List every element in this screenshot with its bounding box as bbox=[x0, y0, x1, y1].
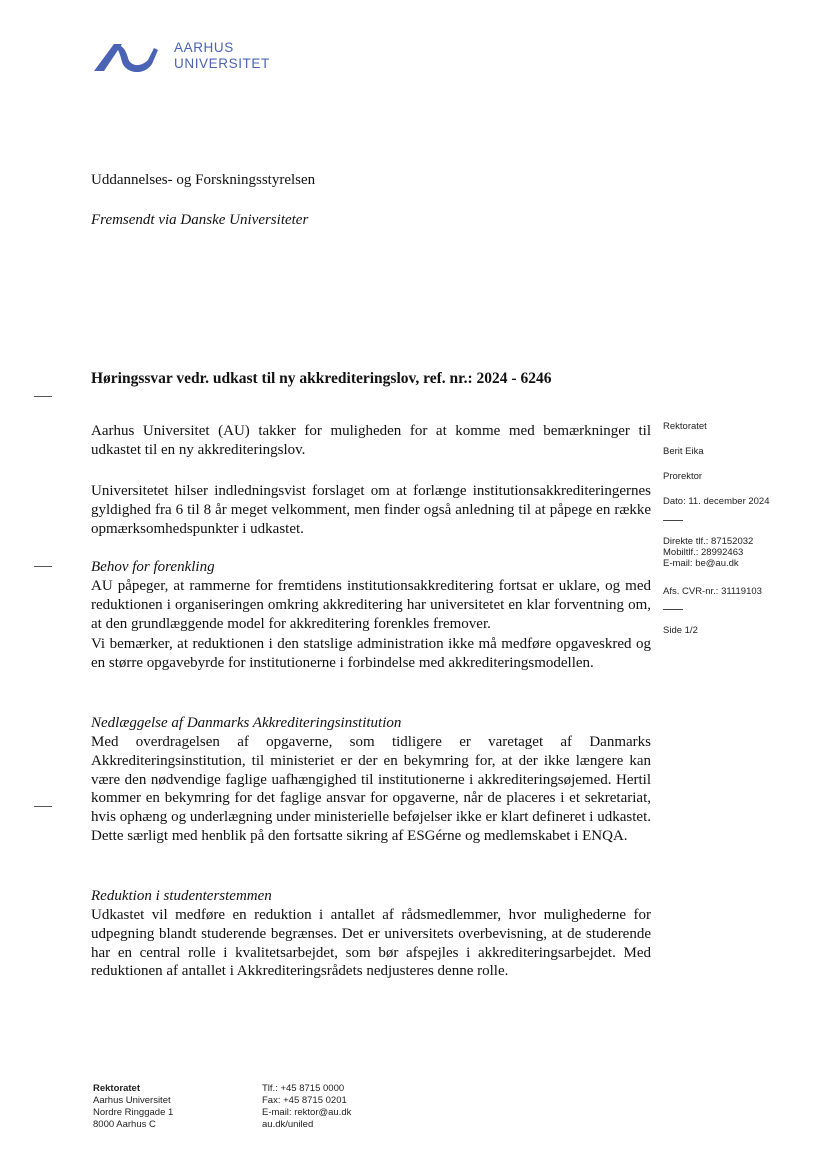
section-3-paragraph-1: Udkastet vil medføre en reduktion i antallet af rådsmedlemmer, hvor mulighederne for udpegning blandt studerende begrænses. Det er universitets overbevisning, at de studerende har en central rolle i kvalitetsarbejdet, som bør afspejles i akkrediteringsarbejdet. Med reduktionen af antallet i Akkrediteringsrådets nedjusteres denne rolle. bbox=[91, 907, 651, 980]
footer-contact bbox=[262, 1083, 351, 1131]
sidebar-mobile: Mobiltlf.: 28992463 bbox=[663, 547, 744, 558]
sidebar-date: Dato: 11. december 2024 bbox=[663, 496, 770, 507]
fold-mark bbox=[34, 566, 52, 567]
sidebar-cvr: Afs. CVR-nr.: 31119103 bbox=[663, 586, 762, 597]
section-heading-students: Reduktion i studenterstemmen bbox=[91, 888, 272, 904]
footer-department: Rektoratet bbox=[93, 1083, 140, 1094]
sidebar-divider bbox=[663, 609, 683, 610]
sidebar-title: Prorektor bbox=[663, 471, 703, 482]
section-1-paragraph-1: AU påpeger, at rammerne for fremtidens institutionsakkreditering fortsat er uklare, og med reduktionen i organiseringen omkring akkreditering har universitetet en klar forventning om, at den grundlæggende model for akkreditering forenkles fremover. bbox=[91, 578, 651, 632]
recipient: Uddannelses- og Forskningsstyrelsen bbox=[91, 172, 316, 188]
footer-web: au.dk/uniled bbox=[262, 1119, 314, 1130]
sidebar-name: Berit Eika bbox=[663, 446, 704, 457]
body-paragraph-1: Aarhus Universitet (AU) takker for muligheden for at komme med bemærkninger til udkastet til en ny akkrediteringslov. bbox=[91, 423, 651, 458]
sidebar-divider bbox=[663, 520, 683, 521]
subject-line: Høringssvar vedr. udkast til ny akkrediteringslov, ref. nr.: 2024 - 6246 bbox=[91, 370, 552, 387]
body-paragraph-2: Universitetet hilser indledningsvist forslaget om at forlænge institutionsakkrediteringernes gyldighed fra 6 til 8 år meget velkomment, men finder også anledning til at påpege en række opmærksomhedspunkter i udkastet. bbox=[91, 483, 651, 537]
footer-address-line: 8000 Aarhus C bbox=[93, 1119, 156, 1130]
section-heading-institution: Nedlæggelse af Danmarks Akkrediteringsinstitution bbox=[91, 715, 402, 731]
section-1-paragraph-2: Vi bemærker, at reduktionen i den statslige administration ikke må medføre opgaveskred og en større opgavebyrde for institutionerne i forbindelse med akkrediteringsmodellen. bbox=[91, 636, 651, 671]
sidebar-department: Rektoratet bbox=[663, 421, 707, 432]
footer-email: E-mail: rektor@au.dk bbox=[262, 1107, 352, 1118]
logo-text-line2: UNIVERSITET bbox=[174, 56, 270, 71]
sidebar-phone: Direkte tlf.: 87152032 bbox=[663, 536, 754, 547]
fold-mark bbox=[34, 396, 52, 397]
sidebar-email: E-mail: be@au.dk bbox=[663, 558, 739, 569]
delivery-note: Fremsendt via Danske Universiteter bbox=[91, 212, 309, 228]
section-heading-simplification: Behov for forenkling bbox=[91, 559, 215, 575]
footer-address bbox=[93, 1083, 173, 1131]
footer-address-line: Aarhus Universitet bbox=[93, 1095, 171, 1106]
sidebar-page-number: Side 1/2 bbox=[663, 625, 698, 636]
au-logo bbox=[92, 38, 272, 78]
au-logo-icon bbox=[92, 38, 164, 74]
fold-mark bbox=[34, 806, 52, 807]
logo-text-line1: AARHUS bbox=[174, 40, 234, 55]
footer-address-line: Nordre Ringgade 1 bbox=[93, 1107, 174, 1118]
footer-fax: Fax: +45 8715 0201 bbox=[262, 1095, 347, 1106]
section-2-paragraph-1: Med overdragelsen af opgaverne, som tidligere er varetaget af Danmarks Akkrediteringsinstitution, til ministeriet er der en bekymring for, at der ikke længere kan være den nødvendige faglige uafhængighed til institutionerne i akkrediteringsøjemed. Hertil kommer en bekymring for det faglige ansvar for opgaverne, når de placeres i et sekretariat, hvis ophæng og underlægning under ministerielle beføjelser ikke er klart defineret i udkastet. Dette særligt med henblik på den fortsatte sikring af ESGérne og medlemskabet i ENQA. bbox=[91, 734, 651, 844]
footer-phone: Tlf.: +45 8715 0000 bbox=[262, 1083, 345, 1094]
